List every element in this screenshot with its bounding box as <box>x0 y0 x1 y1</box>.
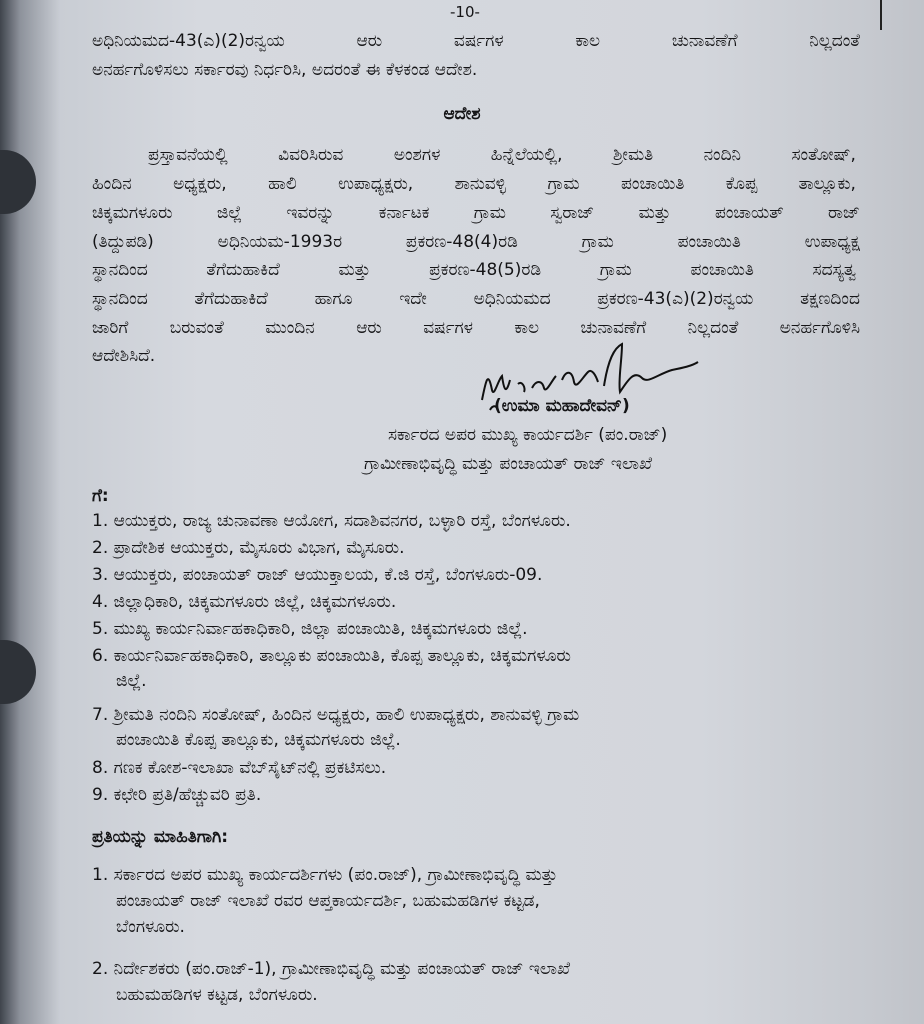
cc-item-continued: ಬಹುಮಹಡಿಗಳ ಕಟ್ಟಡ, ಬೆಂಗಳೂರು. <box>116 985 318 1005</box>
order-body-word: ಸದಸ್ಯತ್ವ <box>812 260 856 280</box>
intro-line-2: ಅನರ್ಹಗೊಳಿಸಲು ಸರ್ಕಾರವು ನಿರ್ಧರಿಸಿ, ಅದರಂತೆ ಈ ಕೆಳಕಂಡ ಆದೇಶ. <box>92 60 478 80</box>
order-body-line <box>92 317 860 339</box>
order-body-word: ಅಧ್ಯಕ್ಷರು, <box>173 174 227 194</box>
order-body-word: ಜಿಲ್ಲೆ <box>216 203 243 223</box>
order-body-word: ಪಂಚಾಯಿತಿ <box>677 232 741 252</box>
order-body-word: ಗ್ರಾಮ <box>599 260 632 280</box>
page-number: -10- <box>450 3 480 21</box>
order-body-word: (ತಿದ್ದುಪಡಿ) <box>92 232 154 252</box>
order-body-word: ತಕ್ಷಣದಿಂದ <box>800 289 860 309</box>
punch-hole <box>0 640 36 704</box>
order-body-word: ಕೊಪ್ಪ <box>725 174 758 194</box>
order-body-word: ಶಾನುವಳ್ಳಿ <box>454 174 507 194</box>
order-body-word: ಪ್ರಕರಣ-48(4)ರಡಿ <box>405 232 518 252</box>
order-body-word: ಪ್ರಸ್ತಾವನೆಯಲ್ಲಿ <box>148 145 228 165</box>
order-body-word: ಅನರ್ಹಗೊಳಿಸಿ <box>779 318 860 338</box>
intro-line-1 <box>92 30 860 52</box>
order-body-word: ಅಧಿನಿಯಮ-1993ರ <box>217 232 343 252</box>
order-body-line <box>92 202 860 224</box>
intro-word: ನಿಲ್ಲದಂತೆ <box>809 31 860 51</box>
intro-word: ಚುನಾವಣೆಗೆ <box>671 31 738 51</box>
order-body-word: ಗ್ರಾಮ <box>473 203 506 223</box>
intro-word: ವರ್ಷಗಳ <box>453 31 504 51</box>
order-body-word: ಪ್ರಕರಣ-43(ಎ)(2)ರನ್ವಯ <box>597 289 754 309</box>
order-body-word: ಇವರನ್ನು <box>286 203 335 223</box>
recipient-item: 4. ಜಿಲ್ಲಾಧಿಕಾರಿ, ಚಿಕ್ಕಮಗಳೂರು ಜಿಲ್ಲೆ, ಚಿಕ್ಕಮಗಳೂರು. <box>92 592 397 612</box>
order-body-line <box>92 288 860 310</box>
order-body-word: ಶ್ರೀಮತಿ <box>612 145 654 165</box>
order-body-word: ಪಂಚಾಯಿತಿ <box>621 174 685 194</box>
order-body-line <box>92 259 856 281</box>
punch-hole <box>0 150 36 214</box>
intro-word: ಅಧಿನಿಯಮದ-43(ಎ)(2)ರನ್ವಯ <box>92 31 285 51</box>
order-body-word: ಅಧಿನಿಯಮದ <box>473 289 551 309</box>
order-body-word: ಸಂತೋಷ್, <box>791 145 856 165</box>
cc-item: 1. ಸರ್ಕಾರದ ಅಪರ ಮುಖ್ಯ ಕಾರ್ಯದರ್ಶಿಗಳು (ಪಂ.ರಾಜ್), ಗ್ರಾಮೀಣಾಭಿವೃದ್ಧಿ ಮತ್ತು <box>92 865 558 885</box>
order-body-word: ತೆಗೆದುಹಾಕಿದೆ <box>194 289 268 309</box>
recipient-item: 1. ಆಯುಕ್ತರು, ರಾಜ್ಯ ಚುನಾವಣಾ ಆಯೋಗ, ಸದಾಶಿವನಗರ, ಬಳ್ಳಾರಿ ರಸ್ತೆ, ಬೆಂಗಳೂರು. <box>92 511 571 531</box>
recipient-item: 2. ಪ್ರಾದೇಶಿಕ ಆಯುಕ್ತರು, ಮೈಸೂರು ವಿಭಾಗ, ಮೈಸೂರು. <box>92 538 405 558</box>
cc-item-continued: ಪಂಚಾಯತ್ ರಾಜ್ ಇಲಾಖೆ ರವರ ಆಪ್ತಕಾರ್ಯದರ್ಶಿ, ಬಹುಮಹಡಿಗಳ ಕಟ್ಟಡ, <box>116 891 540 911</box>
order-body-word: ಹಿನ್ನೆಲೆಯಲ್ಲಿ, <box>490 145 563 165</box>
order-body-word: ತೆಗೆದುಹಾಕಿದೆ <box>206 260 280 280</box>
order-body-word: ಇದೇ <box>399 289 427 309</box>
recipient-item: 7. ಶ್ರೀಮತಿ ನಂದಿನಿ ಸಂತೋಷ್, ಹಿಂದಿನ ಅಧ್ಯಕ್ಷರು, ಹಾಲಿ ಉಪಾಧ್ಯಕ್ಷರು, ಶಾನುವಳ್ಳಿ ಗ್ರಾಮ <box>92 705 580 725</box>
order-body-word: ಜಾರಿಗೆ <box>92 318 129 338</box>
order-body-word: ವರ್ಷಗಳ <box>423 318 473 338</box>
recipient-item-continued: ಪಂಚಾಯಿತಿ ಕೊಪ್ಪ ತಾಲ್ಲೂಕು, ಚಿಕ್ಕಮಗಳೂರು ಜಿಲ್ಲೆ. <box>116 730 401 750</box>
order-body-word: ಚಿಕ್ಕಮಗಳೂರು <box>92 203 173 223</box>
recipient-item: 3. ಆಯುಕ್ತರು, ಪಂಚಾಯತ್ ರಾಜ್ ಆಯುಕ್ತಾಲಯ, ಕೆ.ಜಿ ರಸ್ತೆ, ಬೆಂಗಳೂರು-09. <box>92 565 543 585</box>
cc-item: 2. ನಿರ್ದೇಶಕರು (ಪಂ.ರಾಜ್-1), ಗ್ರಾಮೀಣಾಭಿವೃದ್ಧಿ ಮತ್ತು ಪಂಚಾಯತ್ ರಾಜ್ ಇಲಾಖೆ <box>92 959 571 979</box>
order-body-word: ಮುಂದಿನ <box>265 318 315 338</box>
order-body-word: ಕಾಲ <box>514 318 540 338</box>
order-body-word: ರಾಜ್ <box>828 203 860 223</box>
recipient-item: 9. ಕಛೇರಿ ಪ್ರತಿ/ಹೆಚ್ಚುವರಿ ಪ್ರತಿ. <box>92 785 262 805</box>
order-body-word: ಹಾಗೂ <box>314 289 353 309</box>
order-body-word: ಬರುವಂತೆ <box>169 318 224 338</box>
order-body-line <box>92 231 860 253</box>
order-body-word: ಮತ್ತು <box>338 260 371 280</box>
order-body-word: ನಂದಿನಿ <box>703 145 742 165</box>
recipient-item-continued: ಜಿಲ್ಲೆ. <box>116 671 147 691</box>
order-heading: ಆದೇಶ <box>443 104 481 124</box>
intro-word: ಆರು <box>356 31 383 51</box>
order-body-word: ಗ್ರಾಮ <box>581 232 614 252</box>
order-body-last-line: ಆದೇಶಿಸಿದೆ. <box>92 346 156 366</box>
order-body-word: ತಾಲ್ಲೂಕು, <box>798 174 856 194</box>
order-body-line <box>92 173 856 195</box>
cc-item-continued: ಬೆಂಗಳೂರು. <box>116 917 185 937</box>
edge-mark <box>880 0 882 30</box>
recipient-item: 8. ಗಣಕ ಕೋಶ-ಇಲಾಖಾ ವೆಬ್‌ಸೈಟ್‌ನಲ್ಲಿ ಪ್ರಕಟಿಸಲು. <box>92 758 387 778</box>
order-body-line <box>148 144 856 166</box>
order-body-word: ಗ್ರಾಮ <box>547 174 580 194</box>
signatory-name: (ಉಮಾ ಮಹಾದೇವನ್) <box>494 396 630 416</box>
order-body-word: ಪ್ರಕರಣ-48(5)ರಡಿ <box>429 260 542 280</box>
order-body-word: ಹಾಲಿ <box>268 174 297 194</box>
order-body-word: ಆರು <box>356 318 382 338</box>
recipient-item: 5. ಮುಖ್ಯ ಕಾರ್ಯನಿರ್ವಾಹಕಾಧಿಕಾರಿ, ಜಿಲ್ಲಾ ಪಂಚಾಯಿತಿ, ಚಿಕ್ಕಮಗಳೂರು ಜಿಲ್ಲೆ. <box>92 619 528 639</box>
intro-word: ಕಾಲ <box>575 31 601 51</box>
order-body-word: ಉಪಾಧ್ಯಕ್ಷ <box>804 232 860 252</box>
order-body-word: ನಿಲ್ಲದಂತೆ <box>687 318 739 338</box>
to-heading: ಗೆ: <box>92 486 109 506</box>
cc-heading: ಪ್ರತಿಯನ್ನು ಮಾಹಿತಿಗಾಗಿ: <box>92 827 229 847</box>
order-body-word: ಸ್ವರಾಜ್ <box>550 203 595 223</box>
order-body-word: ಸ್ಥಾನದಿಂದ <box>92 260 148 280</box>
signatory-designation: ಸರ್ಕಾರದ ಅಪರ ಮುಖ್ಯ ಕಾರ್ಯದರ್ಶಿ (ಪಂ.ರಾಜ್) <box>388 425 668 445</box>
order-body-word: ವಿವರಿಸಿರುವ <box>278 145 344 165</box>
order-body-word: ಹಿಂದಿನ <box>92 174 132 194</box>
signatory-department: ಗ್ರಾಮೀಣಾಭಿವೃದ್ಧಿ ಮತ್ತು ಪಂಚಾಯತ್ ರಾಜ್ ಇಲಾಖೆ <box>364 454 653 474</box>
order-body-word: ಸ್ಥಾನದಿಂದ <box>92 289 148 309</box>
order-body-word: ಚುನಾವಣೆಗೆ <box>580 318 647 338</box>
order-body-word: ಪಂಚಾಯತ್ <box>714 203 784 223</box>
recipient-item: 6. ಕಾರ್ಯನಿರ್ವಾಹಕಾಧಿಕಾರಿ, ತಾಲ್ಲೂಕು ಪಂಚಾಯಿತಿ, ಕೊಪ್ಪ ತಾಲ್ಲೂಕು, ಚಿಕ್ಕಮಗಳೂರು <box>92 646 571 666</box>
order-body-word: ಪಂಚಾಯಿತಿ <box>690 260 754 280</box>
order-body-word: ಅಂಶಗಳ <box>393 145 441 165</box>
order-body-word: ಕರ್ನಾಟಕ <box>378 203 430 223</box>
order-body-word: ಉಪಾಧ್ಯಕ್ಷರು, <box>338 174 414 194</box>
order-body-word: ಮತ್ತು <box>638 203 671 223</box>
